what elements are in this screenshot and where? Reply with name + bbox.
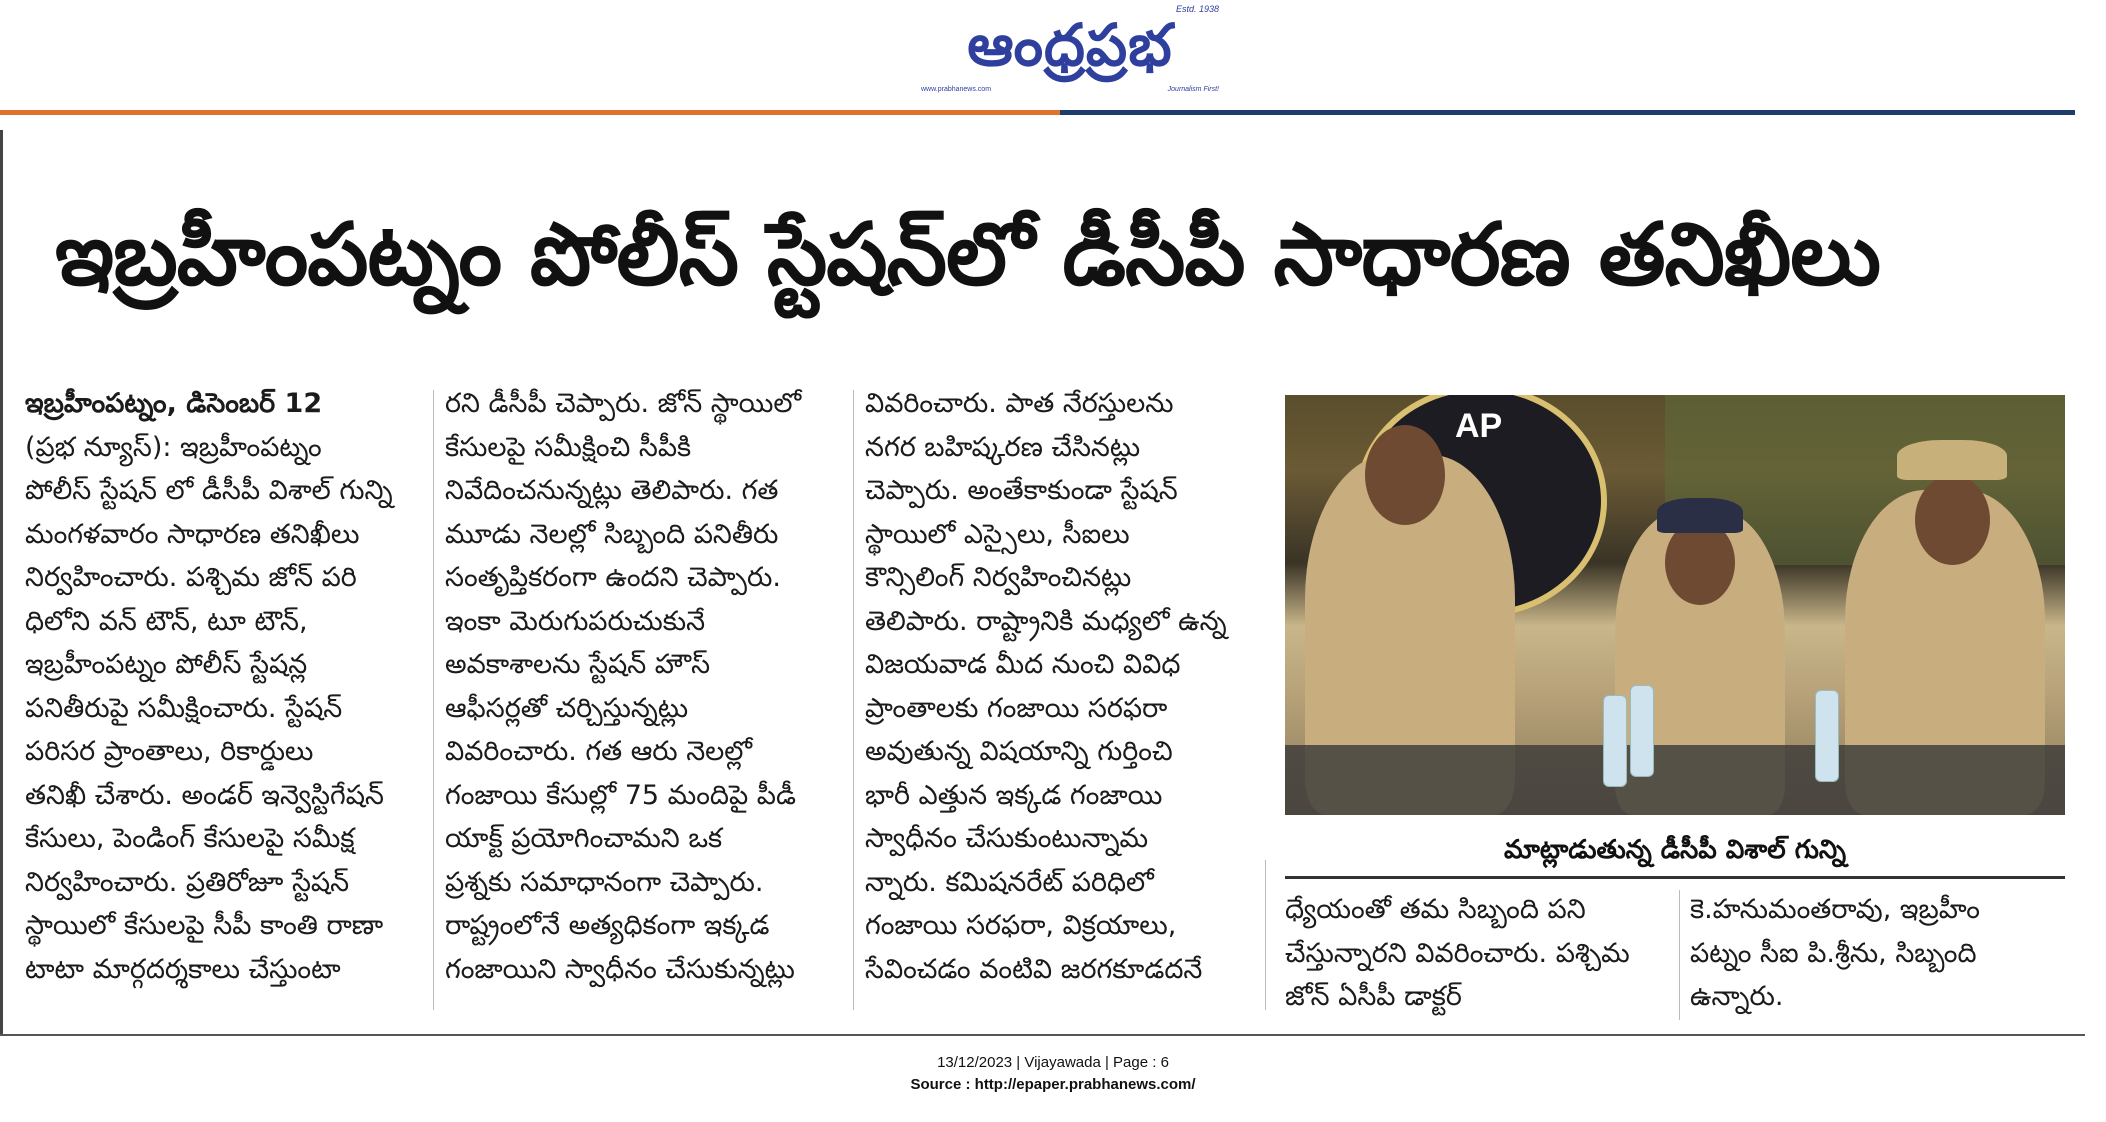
article-column-2 xyxy=(445,382,845,991)
column-divider xyxy=(853,390,854,1010)
article-text-line: ధిలోని వన్ టౌన్, టూ టౌన్, xyxy=(25,605,308,637)
masthead xyxy=(0,0,2106,112)
article-text-line: ప్రశ్నకు సమాధానంగా చెప్పారు. xyxy=(445,866,764,898)
column-divider xyxy=(433,390,434,1010)
article-text-line: స్థాయిలో ఎస్సైలు, సీఐలు xyxy=(865,518,1130,550)
logo-text: ఆంధ్రప్రభ xyxy=(967,11,1173,79)
article-text-line: చేస్తున్నారని వివరించారు. పశ్చిమ xyxy=(1285,937,1630,969)
article-text-line: గంజాయిని స్వాధీనం చేసుకున్నట్లు xyxy=(445,953,795,985)
article-text-line: సేవించడం వంటివి జరగకూడదనే xyxy=(865,953,1203,985)
article-text-line: పట్నం సీఐ పి.శ్రీను, సిబ్బంది xyxy=(1690,937,1977,969)
article-text-line: (ప్రభ న్యూస్): ఇబ్రహీంపట్నం xyxy=(25,431,322,463)
article-text-line: జోన్ ఏసీపీ డాక్టర్ xyxy=(1285,981,1462,1012)
article-text-line: కౌన్సిలింగ్ నిర్వహించినట్లు xyxy=(865,562,1132,593)
article-subcolumn-1 xyxy=(1285,888,1670,1019)
article-text-line: నిర్వహించారు. పశ్చిమ జోన్ పరి xyxy=(25,562,357,593)
article-text-line: పరిసర ప్రాంతాలు, రికార్డులు xyxy=(25,736,314,767)
logo-website: www.prabhanews.com xyxy=(921,86,992,93)
article-text-line: కేసులపై సమీక్షించి సీపీకి xyxy=(445,431,692,463)
article-text-line: పోలీస్ స్టేషన్ లో డీసీపీ విశాల్ గున్ని xyxy=(25,475,393,506)
article-text-line: తెలిపారు. రాష్ట్రానికి మధ్యలో ఉన్న xyxy=(865,605,1227,637)
article-text-line: చెప్పారు. అంతేకాకుండా స్టేషన్ xyxy=(865,475,1178,506)
article-text-line: అవుతున్న విషయాన్ని గుర్తించి xyxy=(865,736,1173,767)
article-text-line: యాక్ట్ ప్రయోగించామని ఒక xyxy=(445,823,723,854)
article-headline: ఇబ్రహీంపట్నం పోలీస్ స్టేషన్‌లో డీసీపీ సాధారణ తనిఖీలు xyxy=(55,205,1881,305)
newspaper-logo[interactable] xyxy=(915,4,1225,95)
logo-estd: Estd. 1938 xyxy=(1175,4,1219,14)
article-text-line: టాటా మార్గదర్శకాలు చేస్తుంటా xyxy=(25,953,341,985)
officer-cap xyxy=(1657,498,1743,533)
article-text-line: అవకాశాలను స్టేషన్ హౌస్ xyxy=(445,649,711,680)
article-text-line: విజయవాడ మీద నుంచి వివిధ xyxy=(865,649,1181,680)
officer-cap xyxy=(1897,440,2007,480)
emblem-text: AP xyxy=(1455,407,1503,445)
article-text-line: స్వాధీనం చేసుకుంటున్నామ xyxy=(865,823,1149,854)
masthead-rule-orange xyxy=(0,110,1060,115)
article-text-line: ఉన్నారు. xyxy=(1690,981,1784,1012)
article-photo[interactable] xyxy=(1285,395,2065,815)
article-text-line: మంగళవారం సాధారణ తనిఖీలు xyxy=(25,518,360,550)
clipping-border-bottom xyxy=(0,1034,2085,1036)
article-text-line: నిర్వహించారు. ప్రతిరోజూ స్టేషన్ xyxy=(25,866,350,898)
article-text-line: సంతృప్తికరంగా ఉందని చెప్పారు. xyxy=(445,562,781,593)
water-bottle-icon xyxy=(1603,695,1627,787)
article-text-line: ఆఫీసర్లతో చర్చిస్తున్నట్లు xyxy=(445,692,689,724)
article-text-line: న్నారు. కమిషనరేట్ పరిధిలో xyxy=(865,866,1154,898)
column-divider xyxy=(1679,890,1680,1020)
page-footer xyxy=(0,1052,2106,1096)
water-bottle-icon xyxy=(1630,685,1654,777)
water-bottle-icon xyxy=(1815,690,1839,782)
article-text-line: ధ్యేయంతో తమ సిబ్బంది పని xyxy=(1285,894,1586,925)
article-column-1 xyxy=(25,382,425,991)
column-divider xyxy=(1265,860,1266,1010)
article-text-line: కేసులు, పెండింగ్ కేసులపై సమీక్ష xyxy=(25,823,355,854)
article-text-line: వివరించారు. పాత నేరస్తులను xyxy=(865,388,1174,419)
article-text-line: స్థాయిలో కేసులపై సీపీ కాంతి రాణా xyxy=(25,910,384,941)
footer-date-page: 13/12/2023 | Vijayawada | Page : 6 xyxy=(937,1054,1169,1071)
article-text-line: ఇంకా మెరుగుపరుచుకునే xyxy=(445,605,706,637)
article-text-line: పనితీరుపై సమీక్షించారు. స్టేషన్ xyxy=(25,692,343,724)
article-text-line: ప్రాంతాలకు గంజాయి సరఫరా xyxy=(865,692,1168,724)
officer-face xyxy=(1365,425,1445,525)
article-text-line: నివేదించనున్నట్లు తెలిపారు. గత xyxy=(445,475,779,506)
article-text-line: రాష్ట్రంలోనే అత్యధికంగా ఇక్కడ xyxy=(445,910,770,941)
article-subcolumn-2 xyxy=(1690,888,2065,1019)
article-text-line: వివరించారు. గత ఆరు నెలల్లో xyxy=(445,736,753,767)
caption-rule xyxy=(1285,876,2065,879)
article-text-line: నగర బహిష్కరణ చేసినట్లు xyxy=(865,431,1141,463)
footer-source-link[interactable]: Source : http://epaper.prabhanews.com/ xyxy=(910,1076,1196,1093)
article-column-3 xyxy=(865,382,1245,991)
article-text-line: కె.హనుమంతరావు, ఇబ్రహీం xyxy=(1690,894,1980,925)
article-text-line: భారీ ఎత్తున ఇక్కడ గంజాయి xyxy=(865,779,1163,811)
officer-face xyxy=(1915,475,1990,565)
article-text-line: మూడు నెలల్లో సిబ్బంది పనితీరు xyxy=(445,518,779,550)
article-text-line: ఇబ్రహీంపట్నం, డిసెంబర్ 12 xyxy=(25,388,323,419)
clipping-border-left xyxy=(0,130,3,1036)
photo-caption: మాట్లాడుతున్న డీసీపీ విశాల్ గున్ని xyxy=(1504,835,1846,865)
masthead-rule-blue xyxy=(1060,110,2075,115)
article-text-line: గంజాయి కేసుల్లో 75 మందిపై పీడీ xyxy=(445,779,796,811)
article-text-line: ఇబ్రహీంపట్నం పోలీస్ స్టేషన్ల xyxy=(25,649,308,680)
press-table xyxy=(1285,745,2065,815)
article-text-line: తనిఖీ చేశారు. అండర్ ఇన్వెస్టిగేషన్ xyxy=(25,779,384,811)
logo-tagline: Journalism First! xyxy=(1167,86,1219,93)
article-text-line: రని డీసీపీ చెప్పారు. జోన్ స్థాయిలో xyxy=(445,388,802,419)
article-text-line: గంజాయి సరఫరా, విక్రయాలు, xyxy=(865,910,1177,941)
